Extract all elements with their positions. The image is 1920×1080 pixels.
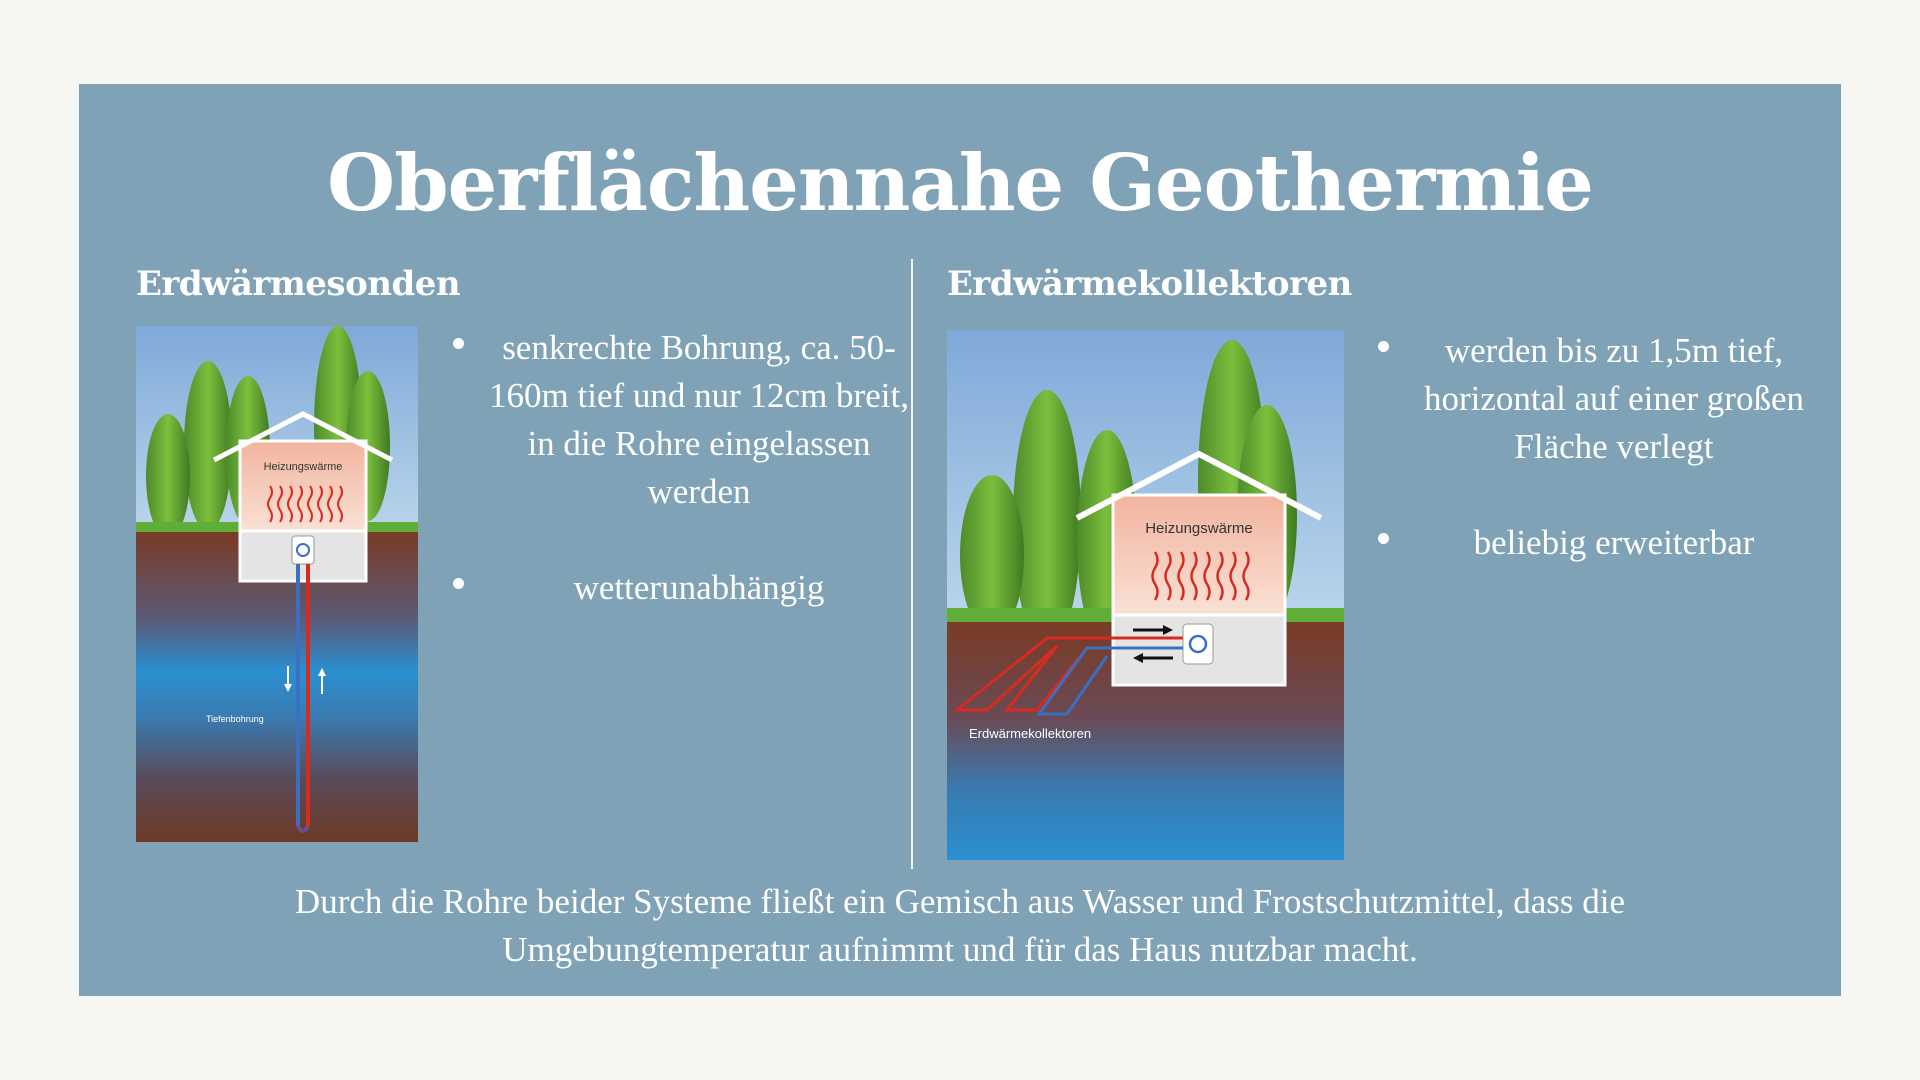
left-bullet-list	[489, 324, 909, 612]
slide	[79, 84, 1841, 996]
left-bore-label: Tiefenbohrung	[206, 714, 264, 724]
right-collector-label: Erdwärmekollektoren	[969, 726, 1092, 741]
right-bullet-item: beliebig erweiterbar	[1414, 519, 1814, 567]
collector-illustration	[947, 330, 1344, 860]
right-bullet-item: werden bis zu 1,5m tief, horizontal auf einer großen Fläche verlegt	[1414, 327, 1814, 471]
slide-title: Oberflächennahe Geothermie	[327, 138, 1593, 229]
summary-text	[79, 878, 1841, 974]
borehole-illustration	[136, 326, 418, 842]
right-bullet-list	[1414, 327, 1814, 567]
right-heading: Erdwärmekollektoren	[947, 264, 1352, 304]
left-bullet-item: wetterunabhängig	[489, 564, 909, 612]
column-divider	[911, 259, 913, 869]
left-bullet-item: senkrechte Bohrung, ca. 50-160m tief und nur 12cm breit, in die Rohre eingelassen werden	[489, 324, 909, 516]
left-heading: Erdwärmesonden	[136, 264, 461, 304]
left-house-label: Heizungswärme	[263, 461, 343, 473]
summary-paragraph: Durch die Rohre beider Systeme fließt ein Gemisch aus Wasser und Frostschutzmittel, dass die Umgebungtemperatur aufnimmt und für das Haus nutzbar macht.	[294, 882, 1626, 969]
right-house-label: Heizungswärme	[1145, 520, 1253, 537]
